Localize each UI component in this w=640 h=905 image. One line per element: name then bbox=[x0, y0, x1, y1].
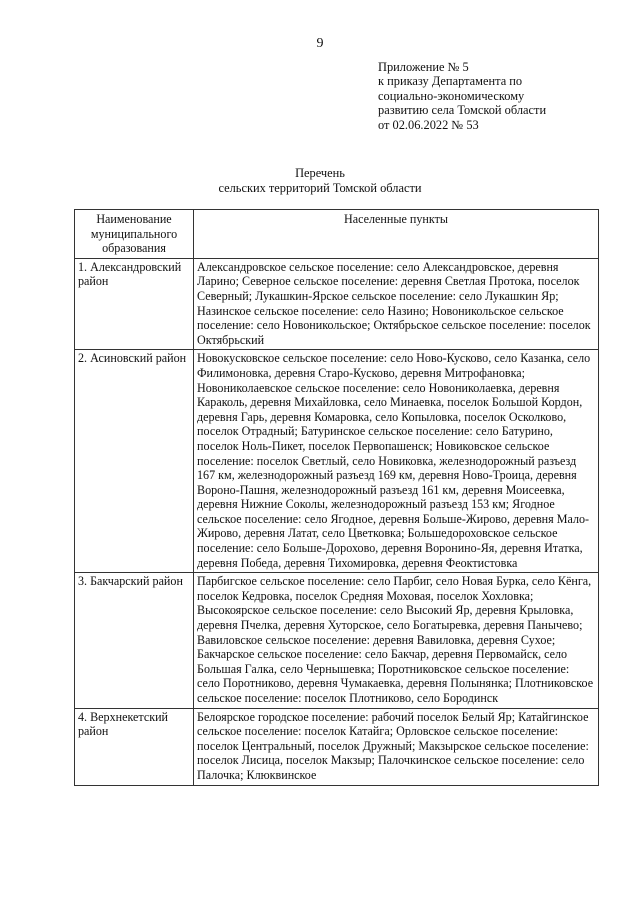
district-cell: 4. Верхнекетский район bbox=[75, 708, 194, 785]
settlements-cell: Александровское сельское поселение: село Александровское, деревня Ларино; Северное сельское поселение: деревня Светлая Протока, поселок Северный; Лукашкин-Ярское сельское поселение: село Лукашкин Яр; Назинское сельское поселение: село Назино; Новоникольское сельское поселение: село Новоникольское; Октябрьское сельское поселение: поселок Октябрьский bbox=[194, 258, 599, 350]
header-settlements: Населенные пункты bbox=[194, 210, 599, 259]
district-cell: 3. Бакчарский район bbox=[75, 573, 194, 708]
settlements-table bbox=[74, 209, 599, 786]
settlements-cell: Белоярское городское поселение: рабочий поселок Белый Яр; Катайгинское сельское поселение: поселок Катайга; Орловское сельское поселение: поселок Центральный, поселок Дружный; Макзырское сельское поселение: поселок Лисица, поселок Макзыр; Палочкинское сельское поселение: село Палочка; Клюквинское bbox=[194, 708, 599, 785]
table-row bbox=[75, 350, 599, 573]
appendix-line: от 02.06.2022 № 53 bbox=[378, 117, 479, 132]
appendix-block bbox=[378, 60, 546, 132]
table-row bbox=[75, 258, 599, 350]
appendix-line: социально-экономическому bbox=[378, 88, 525, 103]
title-line: Перечень bbox=[295, 166, 345, 180]
district-cell: 1. Александровский район bbox=[75, 258, 194, 350]
district-cell: 2. Асиновский район bbox=[75, 350, 194, 573]
page-number: 9 bbox=[316, 36, 324, 51]
title-line: сельских территорий Томской области bbox=[218, 180, 422, 195]
table-row bbox=[75, 708, 599, 785]
header-municipality: Наименование муниципального образования bbox=[75, 210, 194, 259]
settlements-cell: Новокусковское сельское поселение: село Ново-Кусково, село Казанка, село Филимоновка, деревня Старо-Кусково, деревня Митрофановка; Новониколаевское сельское поселение: село Новониколаевка, деревня Караколь, деревня Михайловка, село Минаевка, поселок Большой Кордон, деревня Гарь, деревня Комаровка, село Копыловка, поселок Осколково, поселок Отрадный; Батуринское сельское поселение: село Батурино, поселок Ноль-Пикет, поселок Первопашенск; Новиковское сельское поселение: поселок Светлый, село Новиковка, железнодорожный разъезд 167 км, железнодорожный разъезд 169 км, деревня Ново-Троица, деревня Вороно-Пашня, железнодорожный разъезд 161 км, деревня Моисеевка, деревня Нижние Соколы, железнодорожный разъезд 153 км; Ягодное сельское поселение: село Ягодное, деревня Больше-Жирово, деревня Мало-Жирово, деревня Латат, село Цветковка; Большедороховское сельское поселение: село Больше-Дорохово, деревня Воронино-Яя, деревня Итатка, деревня Победа, деревня Тихомировка, деревня Феоктистовка bbox=[194, 350, 599, 573]
appendix-line: Приложение № 5 bbox=[378, 60, 469, 74]
appendix-line: развитию села Томской области bbox=[378, 103, 547, 118]
table-row bbox=[75, 573, 599, 708]
settlements-cell: Парбигское сельское поселение: село Парбиг, село Новая Бурка, село Кёнга, поселок Кедровка, поселок Средняя Моховая, поселок Хохловка; Высокоярское сельское поселение: село Высокий Яр, деревня Крыловка, деревня Пчелка, деревня Хуторское, село Богатыревка, деревня Панычево; Вавиловское сельское поселение: деревня Вавиловка, деревня Сухое; Бакчарское сельское поселение: село Бакчар, деревня Первомайск, село Большая Галка, село Чернышевка; Поротниковское сельское поселение: село Поротниково, деревня Чумакаевка, деревня Полынянка; Плотниковское сельское поселение: поселок Плотниково, село Бородинск bbox=[194, 573, 599, 708]
appendix-line: к приказу Департамента по bbox=[378, 74, 523, 89]
table-header-row bbox=[75, 210, 599, 259]
document-title bbox=[0, 166, 640, 195]
